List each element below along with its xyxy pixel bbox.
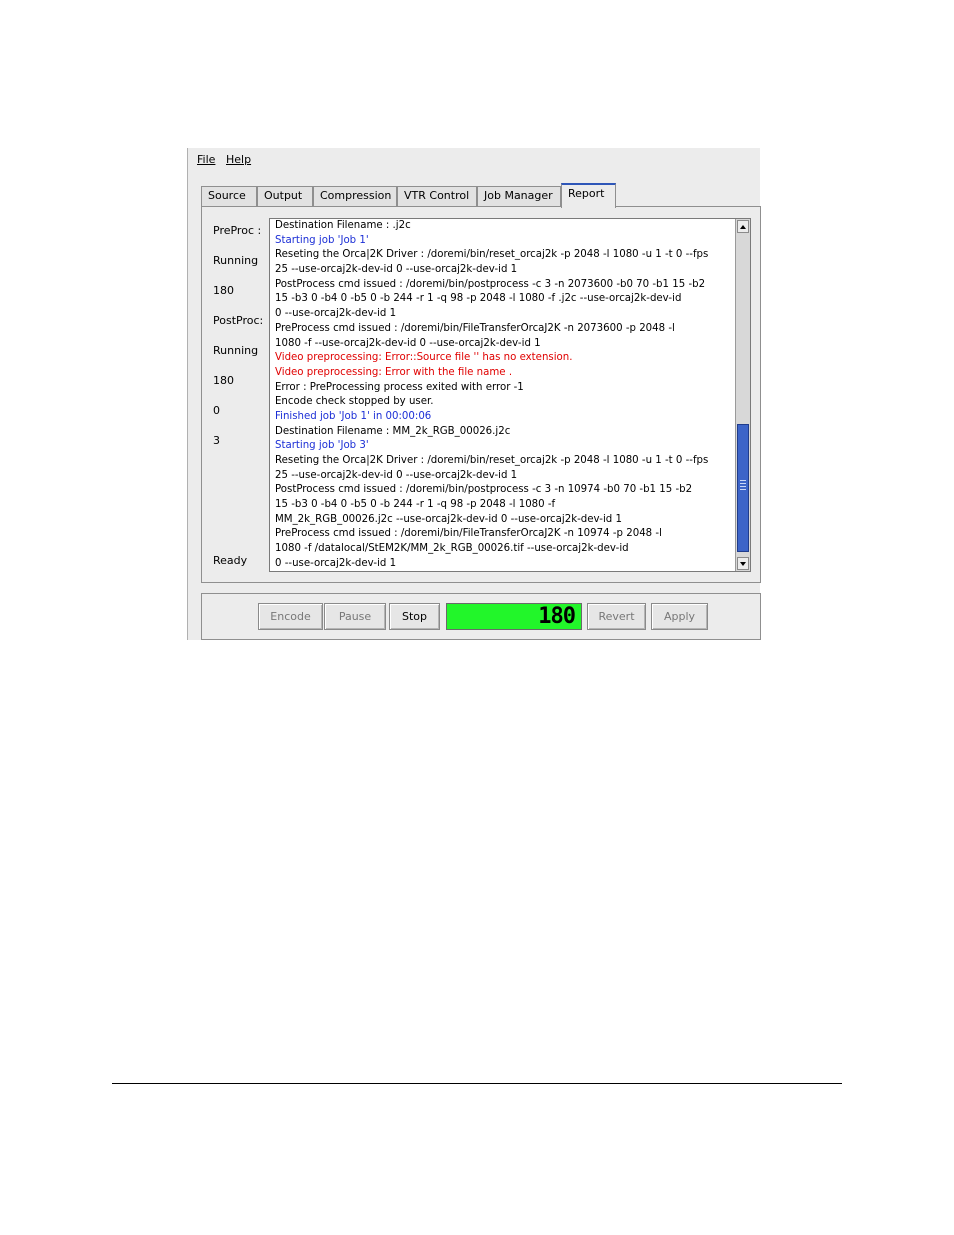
menu-help[interactable] (226, 153, 251, 166)
log-line: Encode check stopped by user. (275, 396, 434, 408)
tab-output[interactable] (257, 186, 313, 206)
arrow-up-icon (740, 225, 746, 229)
log-line: 0 --use-orcaj2k-dev-id 1 (275, 557, 397, 569)
log-line: 15 -b3 0 -b4 0 -b5 0 -b 244 -r 1 -q 98 -p 2048 -l 1080 -f (275, 499, 556, 511)
log-line: PreProcess cmd issued : /doremi/bin/FileTransferOrcaJ2K -n 10974 -p 2048 -l (275, 528, 662, 540)
menu-file[interactable] (197, 153, 215, 166)
tab-job-manager[interactable] (477, 186, 561, 206)
log-scrollbar[interactable] (735, 219, 750, 571)
log-line: Reseting the Orca|2K Driver : /doremi/bin/reset_orcaj2k -p 2048 -l 1080 -u 1 -t 0 --fps (275, 249, 709, 261)
scroll-up-button[interactable] (737, 220, 749, 233)
tab-source[interactable] (201, 186, 257, 206)
pause-button[interactable]: Pause (324, 603, 386, 630)
postproc-state: Running (213, 344, 259, 357)
status-value-b: 3 (213, 434, 220, 447)
tab-report-label: Report (568, 187, 605, 200)
preproc-label: PreProc : (213, 224, 262, 237)
log-line: 25 --use-orcaj2k-dev-id 0 --use-orcaj2k-dev-id 1 (275, 469, 518, 481)
log-line: Destination Filename : .j2c (275, 220, 411, 231)
apply-button[interactable]: Apply (651, 603, 708, 630)
log-line: 1080 -f --use-orcaj2k-dev-id 0 --use-orcaj2k-dev-id 1 (275, 337, 541, 349)
encode-button[interactable]: Encode (258, 603, 323, 630)
log-line: 15 -b3 0 -b4 0 -b5 0 -b 244 -r 1 -q 98 -p 2048 -l 1080 -f .j2c --use-orcaj2k-dev-id (275, 293, 682, 305)
scroll-down-button[interactable] (737, 557, 749, 570)
log-line: Reseting the Orca|2K Driver : /doremi/bin/reset_orcaj2k -p 2048 -l 1080 -u 1 -t 0 --fps (275, 455, 709, 466)
tab-report[interactable] (561, 183, 616, 208)
tab-source-label: Source (208, 189, 246, 202)
stop-button[interactable]: Stop (389, 603, 440, 630)
log-line: Starting job 'Job 1' (275, 234, 369, 246)
report-log[interactable] (269, 218, 751, 572)
control-bar (201, 593, 761, 640)
tab-compression[interactable] (313, 186, 397, 206)
tab-output-label: Output (264, 189, 303, 202)
log-line: 0 --use-orcaj2k-dev-id 1 (275, 308, 397, 320)
status-value-a: 0 (213, 404, 220, 417)
preproc-state: Running (213, 254, 259, 267)
grip-icon (740, 480, 746, 492)
postproc-value: 180 (213, 374, 234, 387)
log-line: Starting job 'Job 3' (275, 440, 369, 452)
log-line: PostProcess cmd issued : /doremi/bin/postprocess -c 3 -n 10974 -b0 70 -b1 15 -b2 (275, 484, 693, 496)
log-line: Destination Filename : MM_2k_RGB_00026.j2c (275, 425, 511, 437)
menu-file-label: File (197, 153, 216, 166)
postproc-label: PostProc: (213, 314, 264, 327)
preproc-value: 180 (213, 284, 234, 297)
revert-button[interactable]: Revert (587, 603, 646, 630)
tab-vtr-control-label: VTR Control (404, 189, 470, 202)
log-line: Video preprocessing: Error with the file name . (275, 366, 513, 378)
app-window (187, 148, 760, 640)
log-lines (275, 219, 732, 572)
log-line: PostProcess cmd issued : /doremi/bin/postprocess -c 3 -n 2073600 -b0 70 -b1 15 -b2 (275, 278, 706, 290)
menu-help-label: Help (226, 153, 252, 166)
tab-compression-label: Compression (320, 189, 392, 202)
log-line: 25 --use-orcaj2k-dev-id 0 --use-orcaj2k-dev-id 1 (275, 264, 518, 276)
log-line: 1080 -f /datalocal/StEM2K/MM_2k_RGB_00026.tif --use-orcaj2k-dev-id (275, 543, 629, 555)
log-line: Error : PreProcessing process exited with error -1 (275, 381, 524, 393)
log-line: MM_2k_RGB_00026.j2c --use-orcaj2k-dev-id 0 --use-orcaj2k-dev-id 1 (275, 513, 622, 525)
log-line: Video preprocessing: Error::Source file '' has no extension. (275, 352, 573, 364)
log-line: PreProcess cmd issued : /doremi/bin/FileTransferOrcaJ2K -n 2073600 -p 2048 -l (275, 322, 675, 334)
scroll-thumb[interactable] (737, 424, 749, 552)
log-line: Finished job 'Job 1' in 00:00:06 (275, 410, 432, 422)
tab-job-manager-label: Job Manager (484, 189, 553, 202)
footer-rule (112, 1083, 842, 1084)
report-panel (201, 206, 761, 583)
ready-status: Ready (213, 554, 248, 567)
frame-counter: 180 (446, 603, 582, 630)
tab-vtr-control[interactable] (397, 186, 477, 206)
arrow-down-icon (740, 562, 746, 566)
tab-bar (201, 183, 761, 207)
